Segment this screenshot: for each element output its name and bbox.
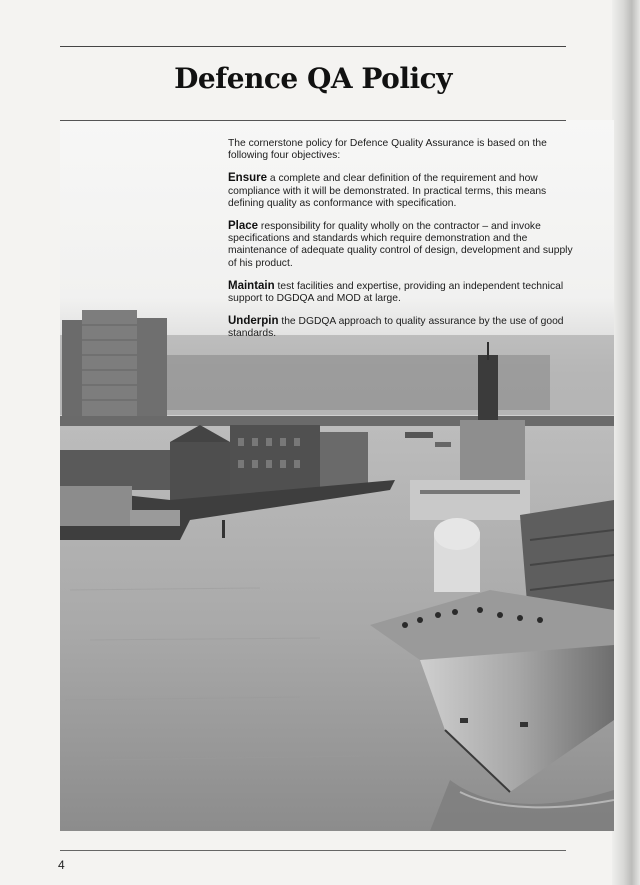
objective-keyword: Maintain (228, 279, 275, 292)
objective-underpin (228, 315, 573, 340)
objective-text: test facilities and expertise, providing an independent technical support to DGDQA and MOD at large. (228, 280, 564, 305)
objective-text: a complete and clear definition of the requirement and how compliance with it will be demonstrated. In practical terms, this means defining quality as conformance with specification. (228, 173, 547, 209)
objective-keyword: Place (228, 220, 259, 233)
page-edge-shadow (612, 0, 640, 885)
page-number: 4 (58, 858, 65, 872)
policy-text (228, 138, 573, 351)
bottom-rule (60, 850, 566, 851)
objective-keyword: Ensure (228, 172, 267, 185)
objective-text: the DGDQA approach to quality assurance by the use of good standards. (228, 316, 564, 340)
objective-text: responsibility for quality wholly on the contractor – and invoke specifications and standards which require demonstration and the maintenance of adequate quality control of design, development and supply of his product. (228, 221, 573, 269)
objective-ensure (228, 172, 573, 210)
objective-keyword: Underpin (228, 315, 279, 328)
page-title: Defence QA Policy (174, 62, 452, 95)
intro-paragraph: The cornerstone policy for Defence Quality Assurance is based on the following four objectives: (228, 138, 547, 162)
photo-top-rule (60, 120, 566, 121)
top-rule (60, 46, 566, 47)
objective-maintain (228, 280, 573, 305)
objective-place (228, 220, 573, 270)
